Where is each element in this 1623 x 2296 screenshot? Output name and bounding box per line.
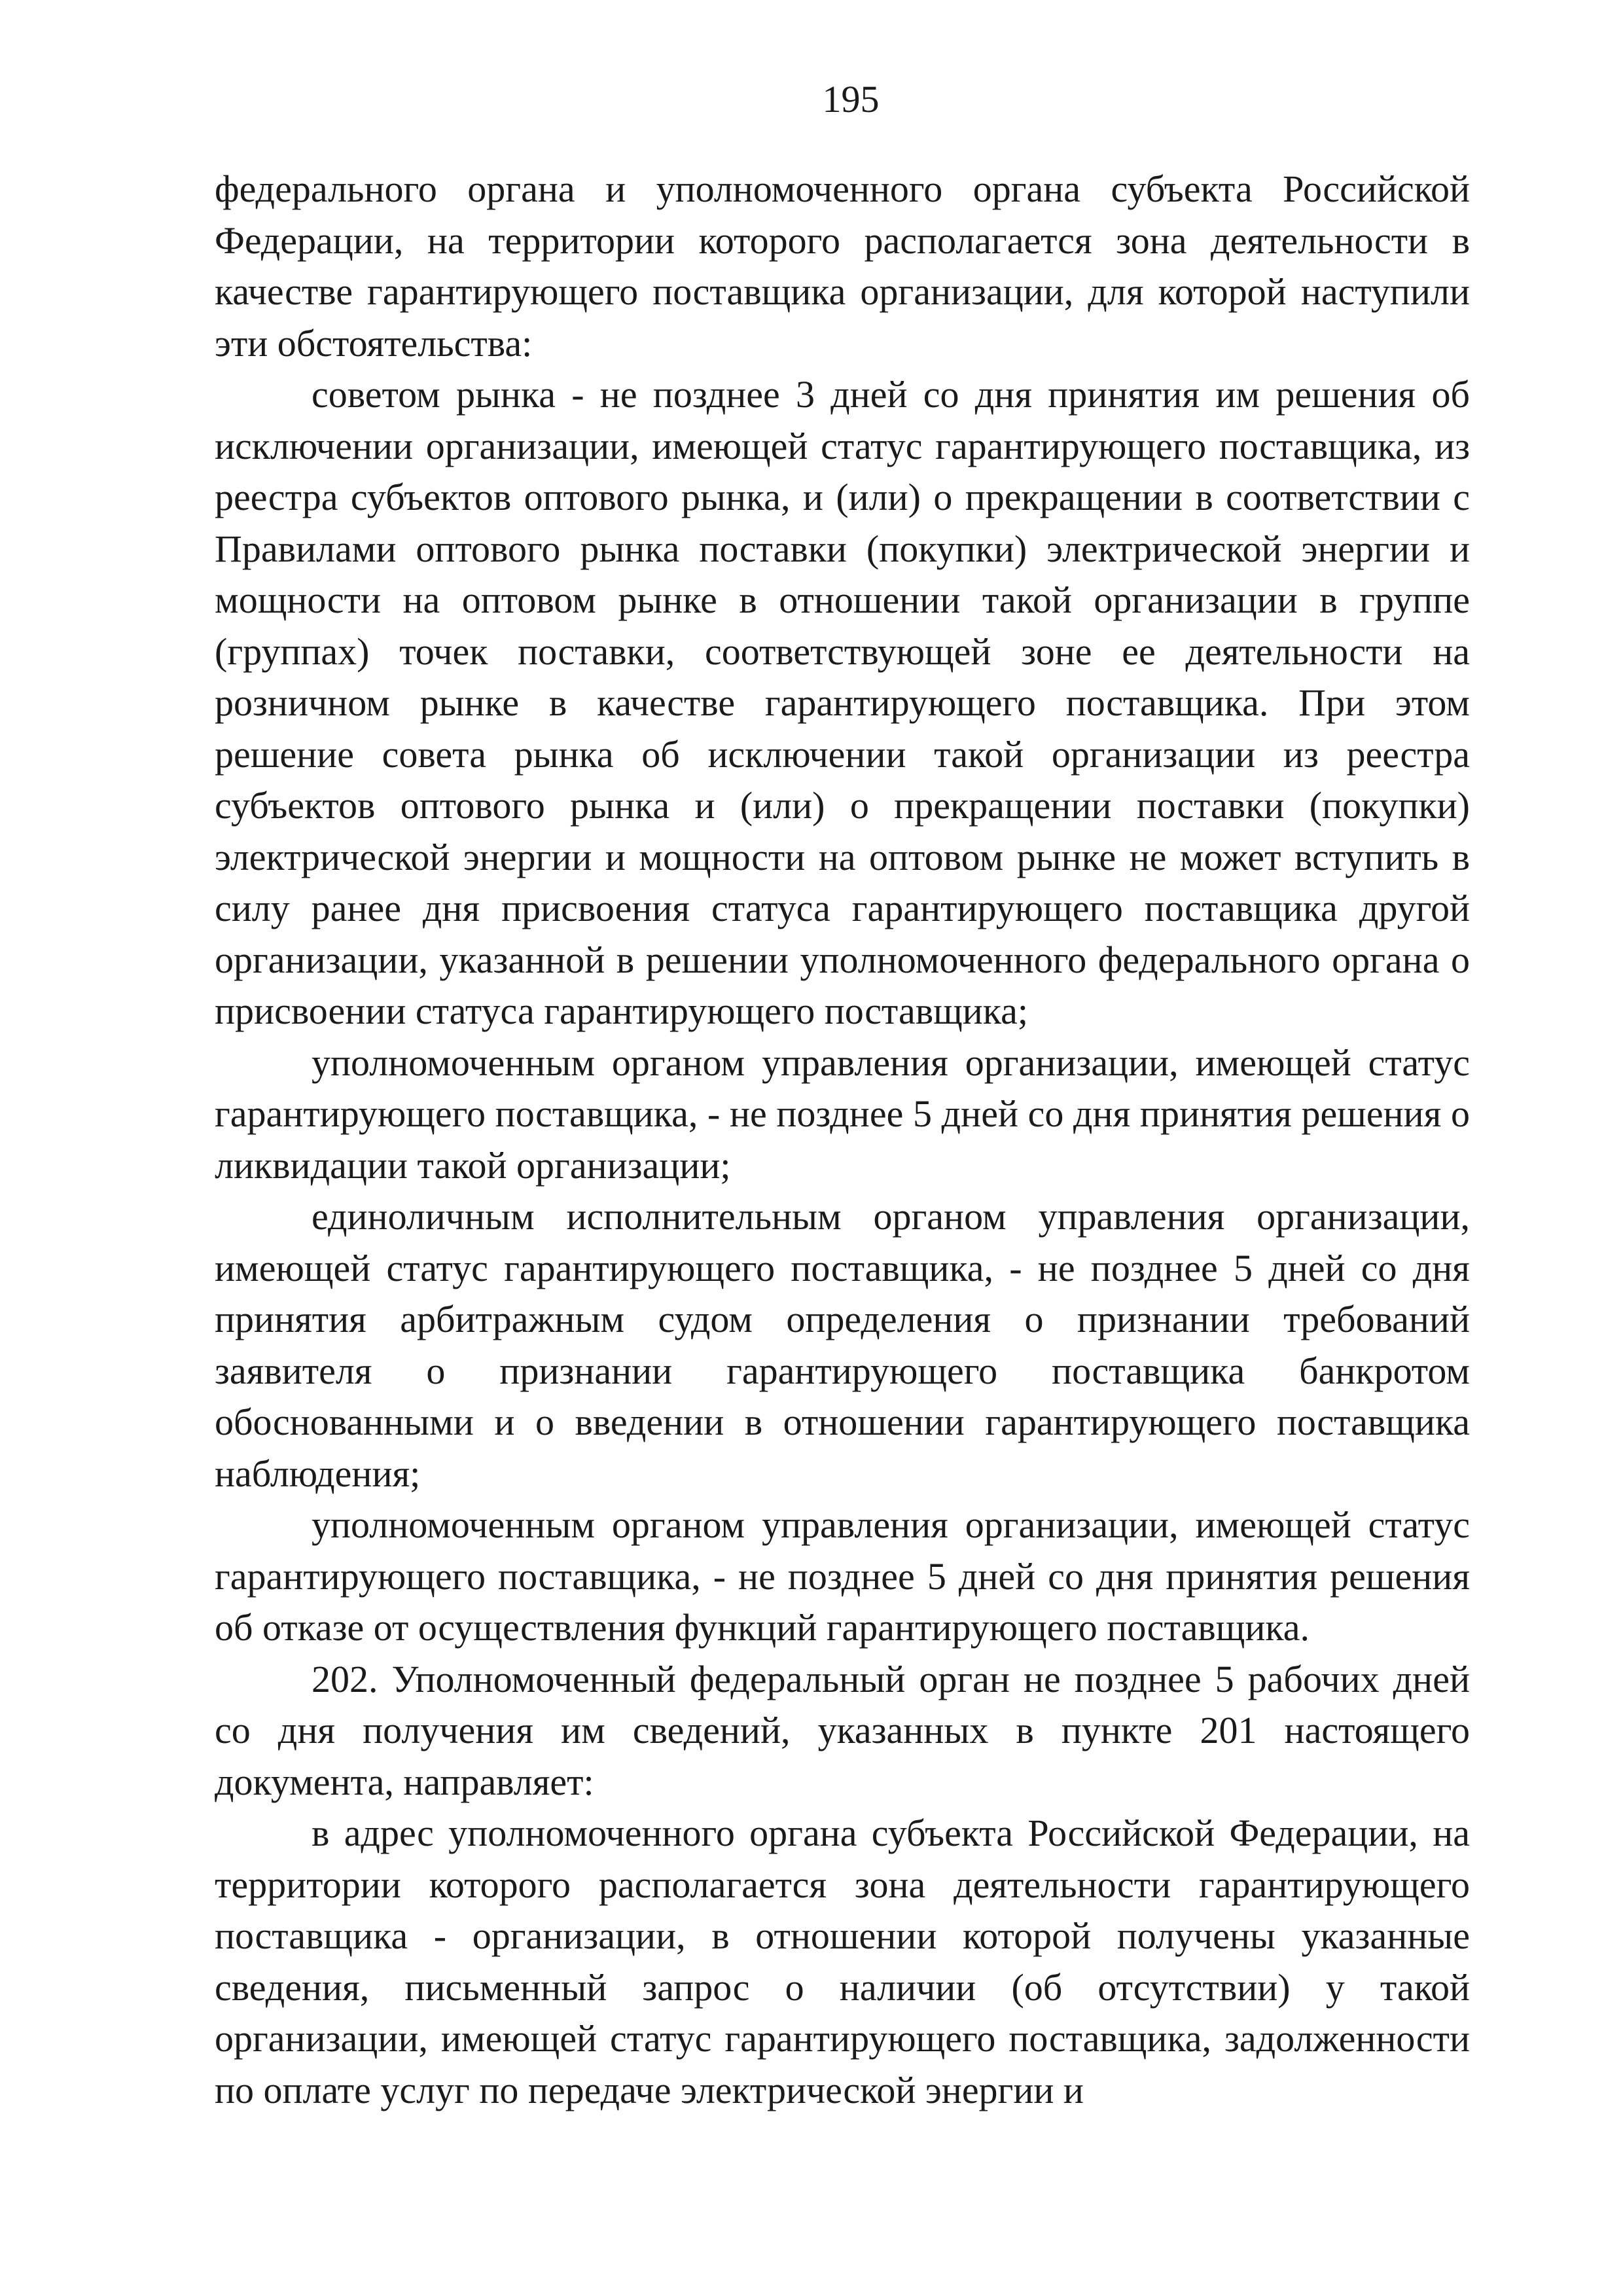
paragraph-liquidation: уполномоченным органом управления организации, имеющей статус гарантирующего поставщика, - не позднее 5 дней со дня принятия решения о ликвидации такой организации; bbox=[215, 1041, 1470, 1187]
paragraph-bankruptcy: единоличным исполнительным органом управления организации, имеющей статус гарантирующего поставщика, - не позднее 5 дней со дня принятия арбитражным судом определения о признании требований заявителя о признании гарантирующего поставщика банкротом обоснованными и о введении в отношении гарантирующего поставщика наблюдения; bbox=[215, 1195, 1470, 1495]
paragraph-refusal: уполномоченным органом управления организации, имеющей статус гарантирующего поставщика, - не позднее 5 дней со дня принятия решения об отказе от осуществления функций гарантирующего поставщика. bbox=[215, 1503, 1470, 1649]
paragraph-request: в адрес уполномоченного органа субъекта Российской Федерации, на территории которого располагается зона деятельности гарантирующего поставщика - организации, в отношении которой получены указанные сведения, письменный запрос о наличии (об отсутствии) у такой организации, имеющей статус гарантирующего поставщика, задолженности по оплате услуг по передаче электрической энергии и bbox=[215, 1812, 1470, 2111]
document-body bbox=[215, 164, 1470, 2116]
paragraph-market-council: советом рынка - не позднее 3 дней со дня принятия им решения об исключении организации, имеющей статус гарантирующего поставщика, из реестра субъектов оптового рынка, и (или) о прекращении в соответствии с Правилами оптового рынка поставки (покупки) электрической энергии и мощности на оптовом рынке в отношении такой организации в группе (группах) точек поставки, соответствующей зоне ее деятельности на розничном рынке в качестве гарантирующего поставщика. При этом решение совета рынка об исключении такой организации из реестра субъектов оптового рынка и (или) о прекращении поставки (покупки) электрической энергии и мощности на оптовом рынке не может вступить в силу ранее дня присвоения статуса гарантирующего поставщика другой организации, указанной в решении уполномоченного федерального органа о присвоении статуса гарантирующего поставщика; bbox=[215, 373, 1470, 1032]
page-number: 195 bbox=[822, 78, 880, 120]
paragraph-clause-202: 202. Уполномоченный федеральный орган не позднее 5 рабочих дней со дня получения им сведений, указанных в пункте 201 настоящего документа, направляет: bbox=[215, 1657, 1470, 1803]
paragraph-continuation: федерального органа и уполномоченного органа субъекта Российской Федерации, на территории которого располагается зона деятельности в качестве гарантирующего поставщика организации, для которой наступили эти обстоятельства: bbox=[215, 168, 1470, 365]
